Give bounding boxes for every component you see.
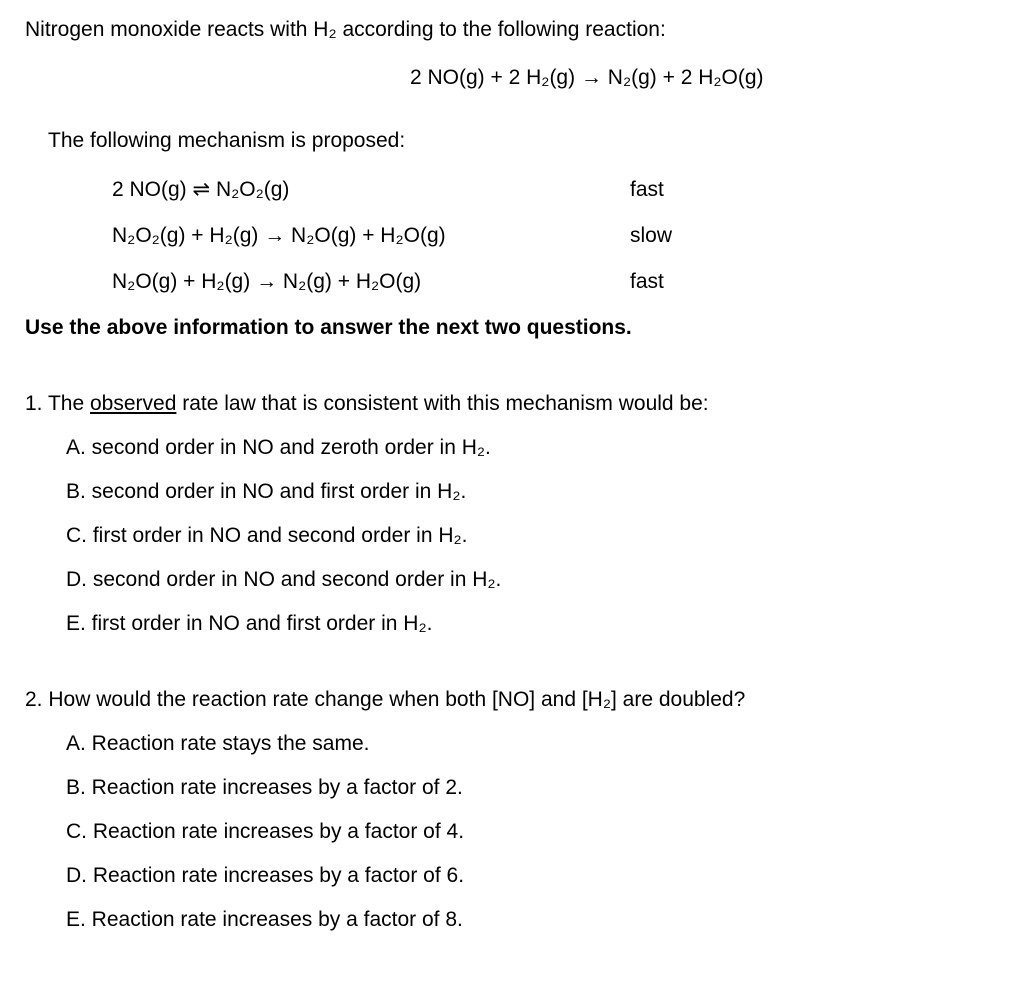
mechanism-step-3 — [112, 268, 1024, 296]
instruction-text: Use the above information to answer the next two questions. — [25, 316, 632, 339]
question-2-option-c: C. Reaction rate increases by a factor of 4. — [66, 820, 465, 843]
question-1 — [0, 390, 1024, 638]
step-2-equation: N₂O₂(g) + H₂(g) → N₂O(g) + H₂O(g) — [112, 224, 446, 247]
question-1-prompt — [25, 390, 1024, 418]
mechanism-step-2 — [112, 222, 1024, 250]
step-3-equation: N₂O(g) + H₂(g) → N₂(g) + H₂O(g) — [112, 270, 422, 293]
question-1-option-b: B. second order in NO and first order in H₂. — [66, 480, 467, 503]
question-1-prompt-underlined: observed — [90, 392, 177, 415]
question-2 — [0, 686, 1024, 934]
question-2-option-b: B. Reaction rate increases by a factor of 2. — [66, 776, 463, 799]
mechanism-steps — [112, 176, 1024, 296]
overall-reaction-equation: 2 NO(g) + 2 H₂(g) → N₂(g) + 2 H₂O(g) — [410, 66, 764, 89]
question-1-prompt-suffix: rate law that is consistent with this mechanism would be: — [176, 392, 709, 415]
question-2-option-e: E. Reaction rate increases by a factor of 8. — [66, 908, 463, 931]
step-1-speed: fast — [630, 178, 664, 201]
step-2-speed: slow — [630, 224, 673, 247]
question-1-option-c: C. first order in NO and second order in H₂. — [66, 524, 468, 547]
step-3-speed: fast — [630, 270, 664, 293]
question-1-option-e: E. first order in NO and first order in H₂. — [66, 612, 433, 635]
mechanism-label: The following mechanism is proposed: — [48, 129, 406, 152]
quiz-document — [0, 16, 1024, 934]
question-1-option-d: D. second order in NO and second order in H₂. — [66, 568, 502, 591]
question-1-option-a: A. second order in NO and zeroth order in H₂. — [66, 436, 491, 459]
question-2-option-a: A. Reaction rate stays the same. — [66, 732, 370, 755]
intro-text: Nitrogen monoxide reacts with H₂ according to the following reaction: — [25, 18, 666, 41]
question-2-prompt: 2. How would the reaction rate change when both [NO] and [H₂] are doubled? — [25, 688, 746, 711]
mechanism-step-1 — [112, 176, 1024, 204]
question-2-option-d: D. Reaction rate increases by a factor of 6. — [66, 864, 465, 887]
step-1-equation: 2 NO(g) ⇌ N₂O₂(g) — [112, 178, 290, 201]
question-1-prompt-prefix: 1. The — [25, 392, 90, 415]
